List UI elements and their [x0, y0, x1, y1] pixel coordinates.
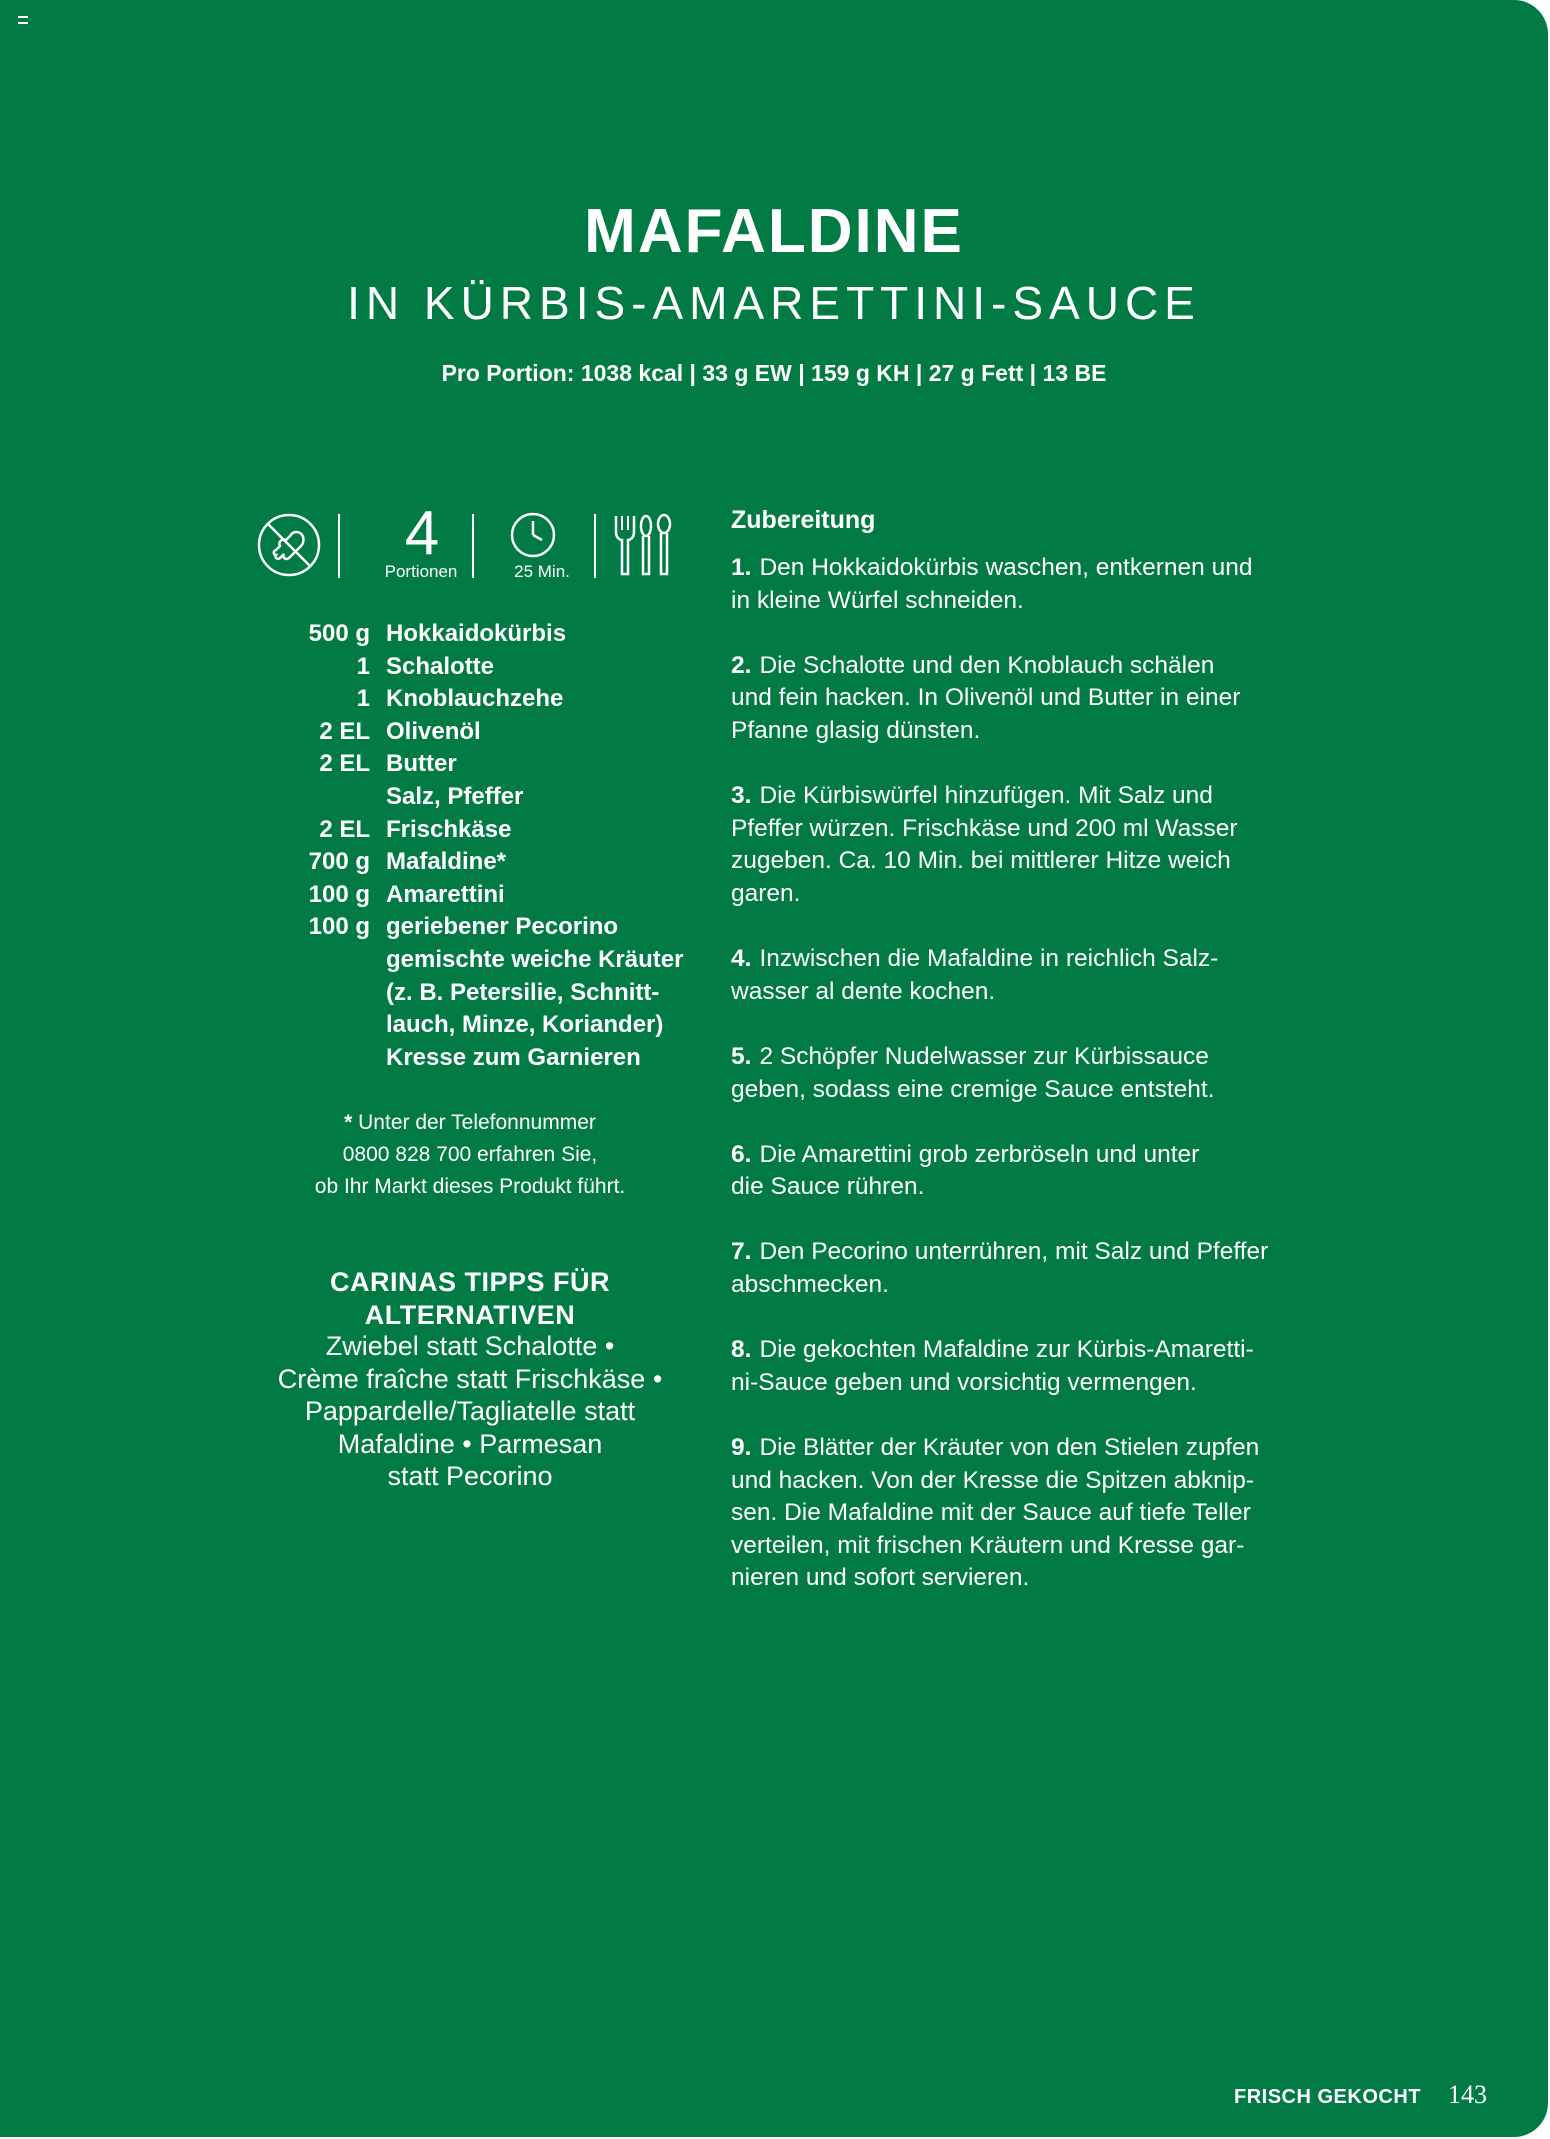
tips-line: Pappardelle/Tagliatelle statt: [304, 1396, 636, 1427]
recipe-title: MAFALDINE: [584, 197, 964, 266]
step-text: Inzwischen die Mafaldine in reichlich Salz-: [759, 945, 1219, 973]
step-line: [731, 715, 1331, 748]
tips-line: Crème fraîche statt Frischkäse •: [277, 1363, 663, 1394]
step-text: die Sauce rühren.: [731, 1173, 925, 1201]
step-line: [731, 1367, 1331, 1400]
ingredient-row: [270, 716, 720, 749]
ingredient-row: [270, 748, 720, 781]
step-line: [731, 1465, 1331, 1498]
step-text: Die Amarettini grob zerbröseln und unter: [759, 1140, 1200, 1168]
ingredient-amount: [270, 1042, 386, 1075]
page-number: 143: [1448, 2080, 1487, 2109]
ingredient-row: [270, 781, 720, 814]
step-line: [731, 585, 1331, 618]
no-meat-icon: [256, 512, 322, 583]
preparation-steps: [731, 552, 1331, 1628]
step-line: [731, 780, 1331, 813]
ingredient-row: [270, 846, 720, 879]
icon-divider: [472, 514, 474, 578]
ingredient-row: [270, 1009, 720, 1042]
ingredient-row: [270, 618, 720, 651]
step-text: Die gekochten Mafaldine zur Kürbis-Amaretti-: [759, 1336, 1254, 1364]
ingredient-amount: 100 g: [308, 913, 370, 941]
step-text: abschmecken.: [731, 1271, 889, 1299]
time-label: 25 Min.: [514, 562, 570, 581]
ingredient-row: [270, 911, 720, 944]
ingredient-amount: [270, 781, 386, 814]
ingredient-amount: [270, 977, 386, 1010]
footnote-line: Unter der Telefonnummer: [358, 1111, 596, 1134]
ingredient-name: gemischte weiche Kräuter: [386, 945, 684, 973]
section-label: FRISCH GEKOCHT: [1234, 2086, 1421, 2108]
step-text: geben, sodass eine cremige Sauce entsteht.: [731, 1075, 1215, 1103]
step-line: [731, 1562, 1331, 1595]
step-number: 9.: [731, 1434, 752, 1462]
ingredient-amount: 2 EL: [319, 717, 370, 745]
ingredient-name: Frischkäse: [386, 815, 512, 843]
cutlery-icon: [608, 512, 672, 583]
step-text: in kleine Würfel schneiden.: [731, 586, 1024, 614]
ingredient-name: lauch, Minze, Koriander): [386, 1011, 664, 1039]
tips-title-line: ALTERNATIVEN: [364, 1300, 576, 1330]
preparation-step: [731, 1139, 1331, 1204]
step-number: 5.: [731, 1042, 752, 1070]
step-text: wasser al dente kochen.: [731, 977, 996, 1005]
step-line: [731, 1074, 1331, 1107]
step-text: Pfanne glasig dünsten.: [731, 716, 981, 744]
footnote-line: ob Ihr Markt dieses Produkt führt.: [314, 1175, 626, 1198]
ingredient-amount: 700 g: [308, 848, 370, 876]
step-text: Pfeffer würzen. Frischkäse und 200 ml Wasser: [731, 814, 1238, 842]
menu-icon: [18, 16, 28, 24]
ingredient-name: Amarettini: [386, 880, 505, 908]
step-text: 2 Schöpfer Nudelwasser zur Kürbissauce: [759, 1042, 1209, 1070]
step-number: 6.: [731, 1140, 752, 1168]
ingredient-name: Hokkaidokürbis: [386, 620, 567, 647]
ingredient-name: geriebener Pecorino: [386, 913, 619, 941]
preparation-step: [731, 552, 1331, 617]
step-line: [731, 682, 1331, 715]
ingredient-name: (z. B. Petersilie, Schnitt-: [386, 978, 660, 1006]
ingredient-amount: 100 g: [308, 880, 370, 908]
recipe-subtitle: IN KÜRBIS-AMARETTINI-SAUCE: [347, 277, 1201, 329]
ingredient-name: Knoblauchzehe: [386, 685, 564, 713]
step-number: 2.: [731, 651, 752, 679]
ingredient-amount: 2 EL: [319, 750, 370, 778]
tips-line: Mafaldine • Parmesan: [337, 1428, 603, 1459]
ingredient-name: Schalotte: [386, 652, 495, 680]
tips-line: Zwiebel statt Schalotte •: [325, 1331, 615, 1361]
preparation-step: [731, 943, 1331, 1008]
step-line: [731, 1041, 1331, 1074]
portions-label: Portionen: [384, 562, 458, 581]
preparation-title: Zubereitung: [731, 506, 876, 534]
step-line: [731, 813, 1331, 846]
footnote-star: *: [344, 1111, 353, 1134]
step-number: 1.: [731, 554, 752, 581]
step-text: und fein hacken. In Olivenöl und Butter in einer: [731, 684, 1241, 712]
step-number: 8.: [731, 1336, 752, 1364]
step-number: 7.: [731, 1238, 752, 1266]
tips-line: statt Pecorino: [387, 1461, 553, 1492]
step-line: [731, 1269, 1331, 1302]
step-line: [731, 650, 1331, 683]
ingredient-amount: [270, 1009, 386, 1042]
tips-text: [240, 1330, 700, 1493]
step-text: Die Blätter der Kräuter von den Stielen zupfen: [759, 1434, 1260, 1462]
portions-number: 4: [404, 499, 440, 568]
tips-title: [250, 1266, 690, 1332]
step-number: 3.: [731, 782, 752, 810]
step-text: sen. Die Mafaldine mit der Sauce auf tiefe Teller: [731, 1499, 1251, 1527]
footnote-line: 0800 828 700 erfahren Sie,: [342, 1143, 598, 1166]
ingredient-row: [270, 814, 720, 847]
step-line: [731, 1334, 1331, 1367]
step-line: [731, 1139, 1331, 1172]
step-line: [731, 1497, 1331, 1530]
ingredient-amount: [270, 944, 386, 977]
ingredient-name: Salz, Pfeffer: [386, 782, 524, 810]
step-line: [731, 1236, 1331, 1269]
step-line: [731, 878, 1331, 911]
ingredient-amount: 500 g: [308, 620, 370, 647]
preparation-step: [731, 650, 1331, 748]
preparation-step: [731, 1236, 1331, 1301]
step-text: Die Schalotte und den Knoblauch schälen: [759, 651, 1215, 679]
nutrition-info: Pro Portion: 1038 kcal | 33 g EW | 159 g KH | 27 g Fett | 13 BE: [441, 360, 1107, 386]
ingredient-row: [270, 651, 720, 684]
ingredient-amount: 1: [356, 652, 370, 680]
preparation-step: [731, 780, 1331, 910]
icon-divider: [594, 514, 596, 578]
ingredient-amount: 2 EL: [319, 815, 370, 843]
step-line: [731, 1432, 1331, 1465]
ingredient-amount: 1: [356, 685, 370, 713]
step-line: [731, 1530, 1331, 1563]
ingredient-name: Butter: [386, 750, 457, 778]
ingredient-row: [270, 944, 720, 977]
step-line: [731, 1171, 1331, 1204]
step-line: [731, 976, 1331, 1009]
step-text: verteilen, mit frischen Kräutern und Kresse gar-: [731, 1531, 1245, 1559]
tips-title-line: CARINAS TIPPS FÜR: [329, 1267, 611, 1297]
ingredients-list: [270, 618, 720, 1074]
ingredient-name: Kresse zum Garnieren: [386, 1043, 641, 1071]
step-number: 4.: [731, 945, 752, 973]
step-text: nieren und sofort servieren.: [731, 1564, 1030, 1592]
availability-footnote: [270, 1107, 670, 1203]
ingredient-row: [270, 879, 720, 912]
step-text: und hacken. Von der Kresse die Spitzen abknip-: [731, 1466, 1255, 1494]
step-text: Den Pecorino unterrühren, mit Salz und Pfeffer: [759, 1238, 1269, 1266]
preparation-step: [731, 1041, 1331, 1106]
step-line: [731, 943, 1331, 976]
ingredient-name: Mafaldine*: [386, 848, 507, 876]
preparation-step: [731, 1334, 1331, 1399]
recipe-icons-row: [256, 499, 686, 582]
ingredient-name: Olivenöl: [386, 717, 481, 745]
step-text: Den Hokkaidokürbis waschen, entkernen und: [759, 554, 1253, 581]
step-text: zugeben. Ca. 10 Min. bei mittlerer Hitze weich: [731, 847, 1231, 875]
step-text: Die Kürbiswürfel hinzufügen. Mit Salz und: [759, 782, 1213, 810]
ingredient-row: [270, 977, 720, 1010]
step-text: ni-Sauce geben und vorsichtig vermengen.: [731, 1368, 1197, 1396]
icon-divider: [338, 514, 340, 578]
ingredient-row: [270, 683, 720, 716]
preparation-step: [731, 1432, 1331, 1595]
step-line: [731, 552, 1331, 585]
step-line: [731, 845, 1331, 878]
ingredient-row: [270, 1042, 720, 1075]
clock-icon: [508, 510, 558, 565]
step-text: garen.: [731, 879, 801, 907]
